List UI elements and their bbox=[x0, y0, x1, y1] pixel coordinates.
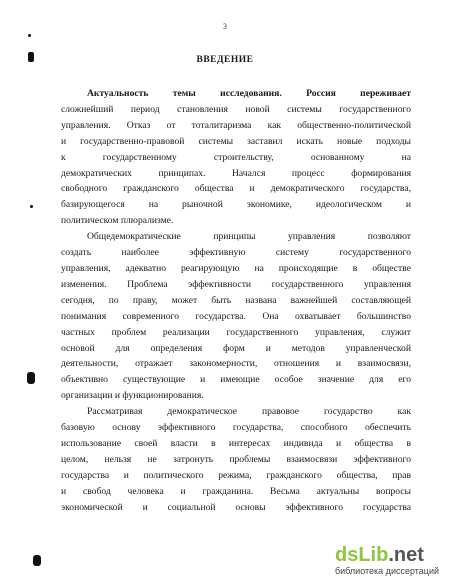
text-line: понимания современного государства. Она охватывает большинство bbox=[61, 310, 411, 322]
text-line: и свобод человека и гражданина. Весьма актуальны вопросы bbox=[61, 485, 411, 497]
text-line: деятельности, отражает закономерности, отношения и взаимосвязи, bbox=[61, 358, 411, 370]
scan-mark bbox=[27, 372, 35, 384]
watermark-logo: dsLib.net bbox=[335, 544, 424, 566]
scan-mark bbox=[30, 205, 33, 208]
page-number: 3 bbox=[223, 22, 227, 31]
text-line: изменения. Проблема эффективности государственного управления bbox=[61, 278, 411, 290]
text-line: управления. Отказ от тоталитаризма как общественно-политической bbox=[61, 119, 411, 131]
topic-lead: Актуальность темы исследования. Россия переживает bbox=[87, 88, 411, 99]
scan-mark bbox=[33, 555, 41, 566]
text-line: сегодня, по праву, может быть названа важнейшей составляющей bbox=[61, 294, 411, 306]
text-line bbox=[61, 86, 411, 102]
text-line: к государственному строительству, основанному на bbox=[61, 151, 411, 163]
text-line: и государственно-правовой системы заставил искать новые подходы bbox=[61, 135, 411, 147]
text-line: Рассматривая демократическое правовое государство как bbox=[87, 406, 411, 418]
text-line: демократических принципах. Начался процесс формирования bbox=[61, 167, 411, 179]
text-line: свободного гражданского общества и демократического государства, bbox=[61, 183, 411, 195]
text-line: базовую основу эффективного государства, способного обеспечить bbox=[61, 422, 411, 434]
text-line: базирующегося на рыночной экономике, идеологическом и bbox=[61, 199, 411, 211]
text-line: управления, адекватно реагирующую на происходящие в обществе bbox=[61, 262, 411, 274]
text-line: основой для определения форм и методов управленческой bbox=[61, 342, 411, 354]
text-line: Общедемократические принципы управления позволяют bbox=[87, 231, 411, 243]
scan-mark bbox=[28, 34, 31, 37]
text-line: сложнейший период становления новой системы государственного bbox=[61, 103, 411, 115]
text-line: организации и функционирования. bbox=[61, 390, 204, 402]
body-text bbox=[61, 86, 411, 515]
text-line: использование своей власти в интересах индивида и общества в bbox=[61, 437, 411, 449]
text-line: частных проблем реализации государственного управления, служит bbox=[61, 326, 411, 338]
watermark-subtitle: библиотека диссертаций bbox=[335, 566, 440, 576]
watermark bbox=[335, 544, 447, 578]
scan-mark bbox=[28, 52, 34, 62]
text-line: целом, нельзя не затронуть проблемы взаимосвязи эффективного bbox=[61, 453, 411, 465]
text-line: объективно существующие и имеющие особое значение для его bbox=[61, 374, 411, 386]
text-line: политическом плюрализме. bbox=[61, 215, 174, 227]
text-line: государства и политического режима, гражданского общества, прав bbox=[61, 469, 411, 481]
text-line: создать наиболее эффективную систему государственного bbox=[61, 247, 411, 259]
text-line: экономической и социальной основы эффективного государства bbox=[61, 501, 411, 513]
section-heading: ВВЕДЕНИЕ bbox=[196, 55, 254, 65]
